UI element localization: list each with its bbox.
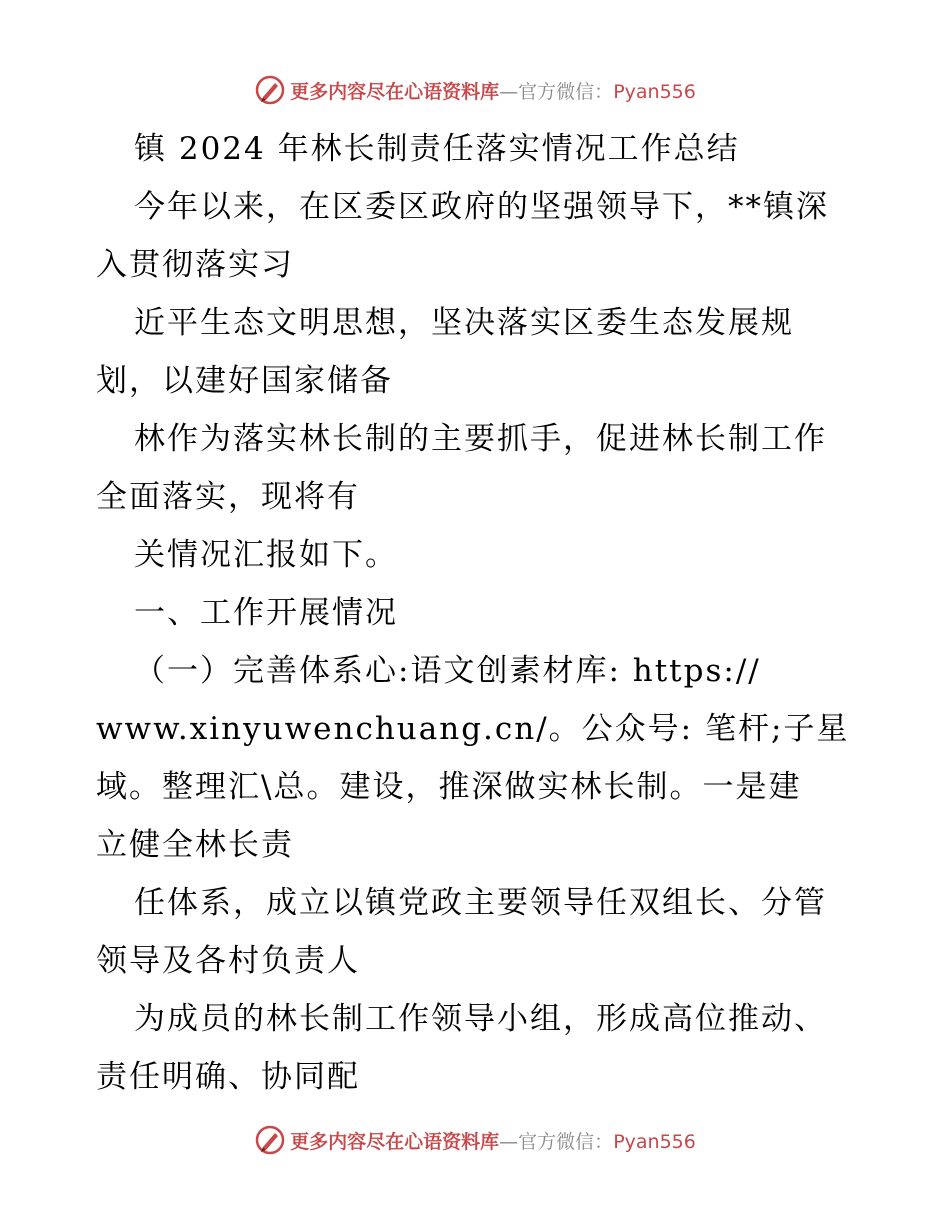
watermark-id: Pyan556	[613, 80, 696, 103]
document-line: 近平生态文明思想，坚决落实区委生态发展规	[134, 305, 794, 341]
watermark-label: 官方微信：	[518, 1130, 614, 1153]
document-line: （一）完善体系心:语文创素材库: https://	[134, 653, 761, 689]
watermark-label: 官方微信：	[518, 80, 614, 103]
document-line: 今年以来，在区委区政府的坚强领导下，**镇深	[134, 189, 829, 225]
document-line: 立健全林长责	[96, 827, 294, 863]
document-line: 为成员的林长制工作领导小组，形成高位推动、	[134, 1001, 827, 1037]
watermark-separator: —	[499, 1130, 519, 1153]
document-body	[96, 120, 856, 1106]
document-line: 划，以建好国家储备	[96, 363, 393, 399]
watermark-main-text: 更多内容尽在心语资料库	[290, 1130, 500, 1153]
document-line: 域。整理汇\总。建设，推深做实林长制。一是建	[96, 769, 802, 805]
document-line: 关情况汇报如下。	[134, 537, 398, 573]
watermark-id: Pyan556	[613, 1130, 696, 1153]
document-line: 全面落实，现将有	[96, 479, 360, 515]
pen-logo-icon	[254, 1124, 286, 1156]
pen-logo-icon	[254, 74, 286, 106]
watermark-separator: —	[499, 80, 519, 103]
document-line: 责任明确、协同配	[96, 1059, 360, 1095]
document-line: 镇 2024 年林长制责任落实情况工作总结	[134, 131, 740, 167]
document-line: 一、工作开展情况	[134, 595, 398, 631]
document-line: www.xinyuwenchuang.cn/。公众号: 笔杆;子星	[96, 711, 850, 747]
watermark-main-text: 更多内容尽在心语资料库	[290, 80, 500, 103]
document-line: 林作为落实林长制的主要抓手，促进林长制工作	[134, 421, 827, 457]
document-line: 任体系，成立以镇党政主要领导任双组长、分管	[134, 885, 827, 921]
header-watermark	[0, 70, 950, 110]
document-line: 入贯彻落实习	[96, 247, 294, 283]
footer-watermark	[0, 1120, 950, 1160]
document-line: 领导及各村负责人	[96, 943, 360, 979]
